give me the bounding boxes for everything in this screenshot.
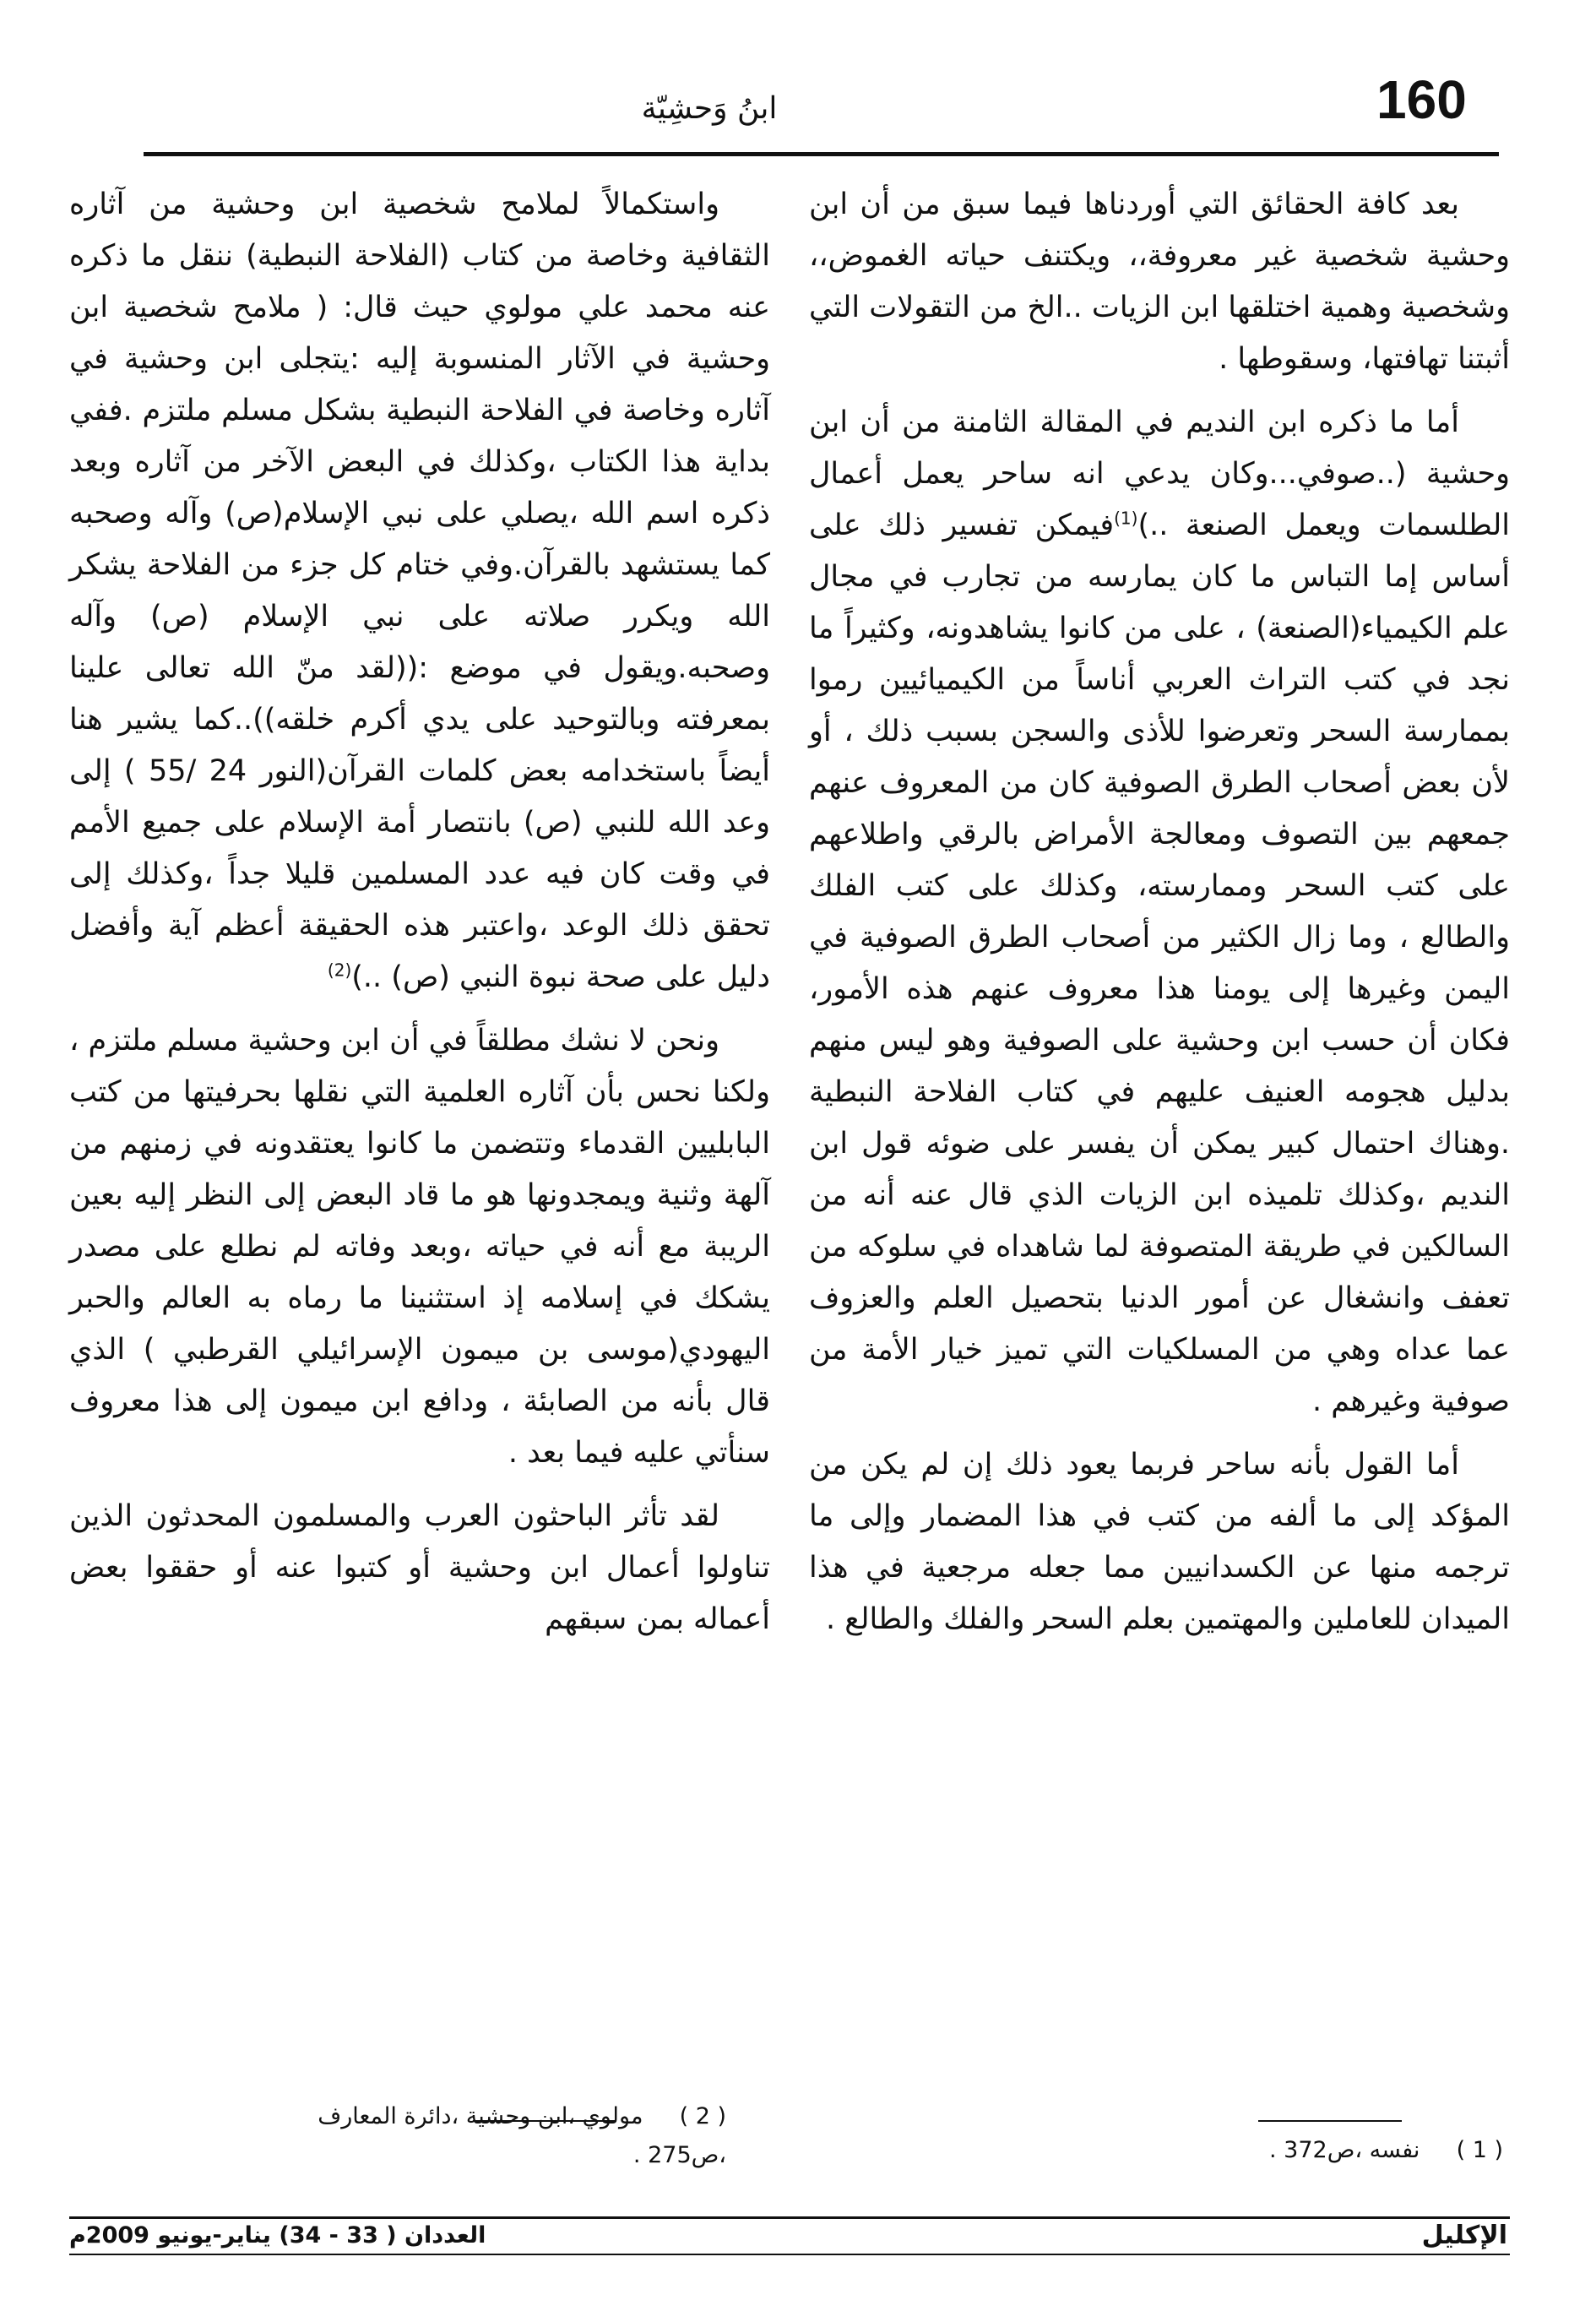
paragraph-with-footnote <box>809 397 1510 1427</box>
footnote-2 <box>127 2097 726 2175</box>
footnote-reference: (2) <box>327 960 352 981</box>
paragraph: ونحن لا نشك مطلقاً في أن ابن وحشية مسلم ملتزم ، ولكنا نحس بأن آثاره العلمية التي نقلها بحرفيتها من كتب البابليين القدماء وتتضمن ما كانوا يعتقدونه في زمنهم من آلهة وثنية ويمجدونها هو ما قاد البعض إلى النظر إليه بعين الريبة مع أنه في حياته ،وبعد وفاته لم نطلع على مصدر يشكك في إسلامه إذ استثنينا ما رماه به العالم والحبر اليهودي(موسى بن ميمون الإسرائيلي القرطبي ) الذي قال بأنه من الصابئة ، ودافع ابن ميمون إلى هذا معروف سنأتي عليه فيما بعد . <box>69 1024 770 1470</box>
footnote-number: ( 1 ) <box>1456 2137 1503 2163</box>
paragraph-text: أما ما ذكره ابن النديم في المقالة الثامنة من أن ابن وحشية (..صوفي...وكان يدعي انه ساحر يعمل أعمال الطلسمات ويعمل الصنعة ..) <box>809 405 1510 542</box>
footnote-divider <box>1258 2120 1402 2122</box>
page-number: 160 <box>1376 69 1467 130</box>
footnote-number: ( 2 ) <box>679 2103 726 2129</box>
text-column-left <box>69 179 770 1645</box>
footnote-text: مولوي ،ابن وحشية ،دائرة المعارف <box>318 2103 643 2129</box>
footnote-1 <box>920 2131 1503 2170</box>
header-divider <box>144 152 1499 156</box>
running-title: ابنُ وَحشِيّة <box>641 91 778 126</box>
paragraph-text: واستكمالاً لملامح شخصية ابن وحشية من آثاره الثقافية وخاصة من كتاب (الفلاحة النبطية) ننقل ما ذكره عنه محمد علي مولوي حيث قال: ( ملامح شخصية ابن وحشية في الآثار المنسوبة إليه :يتجلى ابن وحشية في آثاره وخاصة في الفلاحة النبطية بشكل مسلم ملتزم .ففي بداية هذا الكتاب ،وكذلك في البعض الآخر من آثاره وبعد ذكره اسم الله ،يصلي على نبي الإسلام(ص) وآله وصحبه كما يستشهد بالقرآن.وفي ختام كل جزء من الفلاحة يشكر الله ويكرر صلاته على نبي الإسلام (ص) وآله وصحبه.ويقول في موضع :((لقد منّ الله تعالى علينا بمعرفته وبالتوحيد على يدي أكرم خلقه))..كما يشير هنا أيضاً باستخدامه بعض كلمات القرآن(النور 24 /55 ) إلى وعد الله للنبي (ص) بانتصار أمة الإسلام على جميع الأمم في وقت كان فيه عدد المسلمين قليلا جداً ،وكذلك إلى تحقق ذلك الوعد ،واعتبر هذه الحقيقة أعظم آية وأفضل دليل على صحة نبوة النبي (ص) ..) <box>69 188 771 994</box>
journal-logo: الإكليل <box>1421 2221 1507 2250</box>
paragraph-with-footnote <box>69 179 770 1003</box>
issue-info: العددان ( 33 - 34) يناير-يونيو 2009م <box>69 2222 486 2249</box>
footnote-text: نفسه ،ص372 . <box>1269 2137 1420 2163</box>
footer-divider-bottom <box>69 2254 1510 2255</box>
footnote-reference: (1) <box>1114 508 1138 529</box>
paragraph: لقد تأثر الباحثون العرب والمسلمون المحدثون الذين تناولوا أعمال ابن وحشية أو كتبوا عنه أو حققوا بعض أعماله بمن سبقهم <box>69 1499 770 1636</box>
text-column-right <box>809 179 1510 1645</box>
paragraph: بعد كافة الحقائق التي أوردناها فيما سبق من أن ابن وحشية شخصية غير معروفة،، ويكتنف حياته الغموض،، وشخصية وهمية اختلقها ابن الزيات ..الخ من التقولات التي أثبتنا تهافتها، وسقوطها . <box>809 188 1510 376</box>
footnote-text-continued: ،ص275 . <box>632 2142 726 2168</box>
paragraph: أما القول بأنه ساحر فربما يعود ذلك إن لم يكن من المؤكد إلى ما ألفه من كتب في هذا المضمار وإلى ما ترجمه منها عن الكسدانيين مما جعله مرجعية في هذا الميدان للعاملين والمهتمين بعلم السحر والفلك والطالع . <box>809 1448 1510 1636</box>
paragraph-text: فيمكن تفسير ذلك على أساس إما التباس ما كان يمارسه من تجارب في مجال علم الكيمياء(الصنعة) ، على من كانوا يشاهدونه، وكثيراً ما نجد في كتب التراث العربي أناساً من الكيميائيين رموا بممارسة السحر وتعرضوا للأذى والسجن بسبب ذلك ، أو لأن بعض أصحاب الطرق الصوفية كان من المعروف عنهم جمعهم بين التصوف ومعالجة الأمراض بالرقي واطلاعهم على كتب السحر وممارسته، وكذلك على كتب الفلك والطالع ، وما زال الكثير من أصحاب الطرق الصوفية في اليمن وغيرها إلى يومنا هذا معروف عنهم هذه الأمور، فكان أن حسب ابن وحشية على الصوفية وهو ليس منهم بدليل هجومه العنيف عليهم في كتاب الفلاحة النبطية .وهناك احتمال كبير يمكن أن يفسر على ضوئه قول ابن النديم ،وكذلك تلميذه ابن الزيات الذي قال عنه أنه من السالكين في طريقة المتصوفة لما شاهداه في سلوكه من تعفف وانشغال عن أمور الدنيا بتحصيل العلم والعزوف عما عداه وهي من المسلكيات التي تميز خيار الأمة من صوفية وغيرهم . <box>809 508 1510 1418</box>
footer-divider-top <box>69 2216 1510 2219</box>
